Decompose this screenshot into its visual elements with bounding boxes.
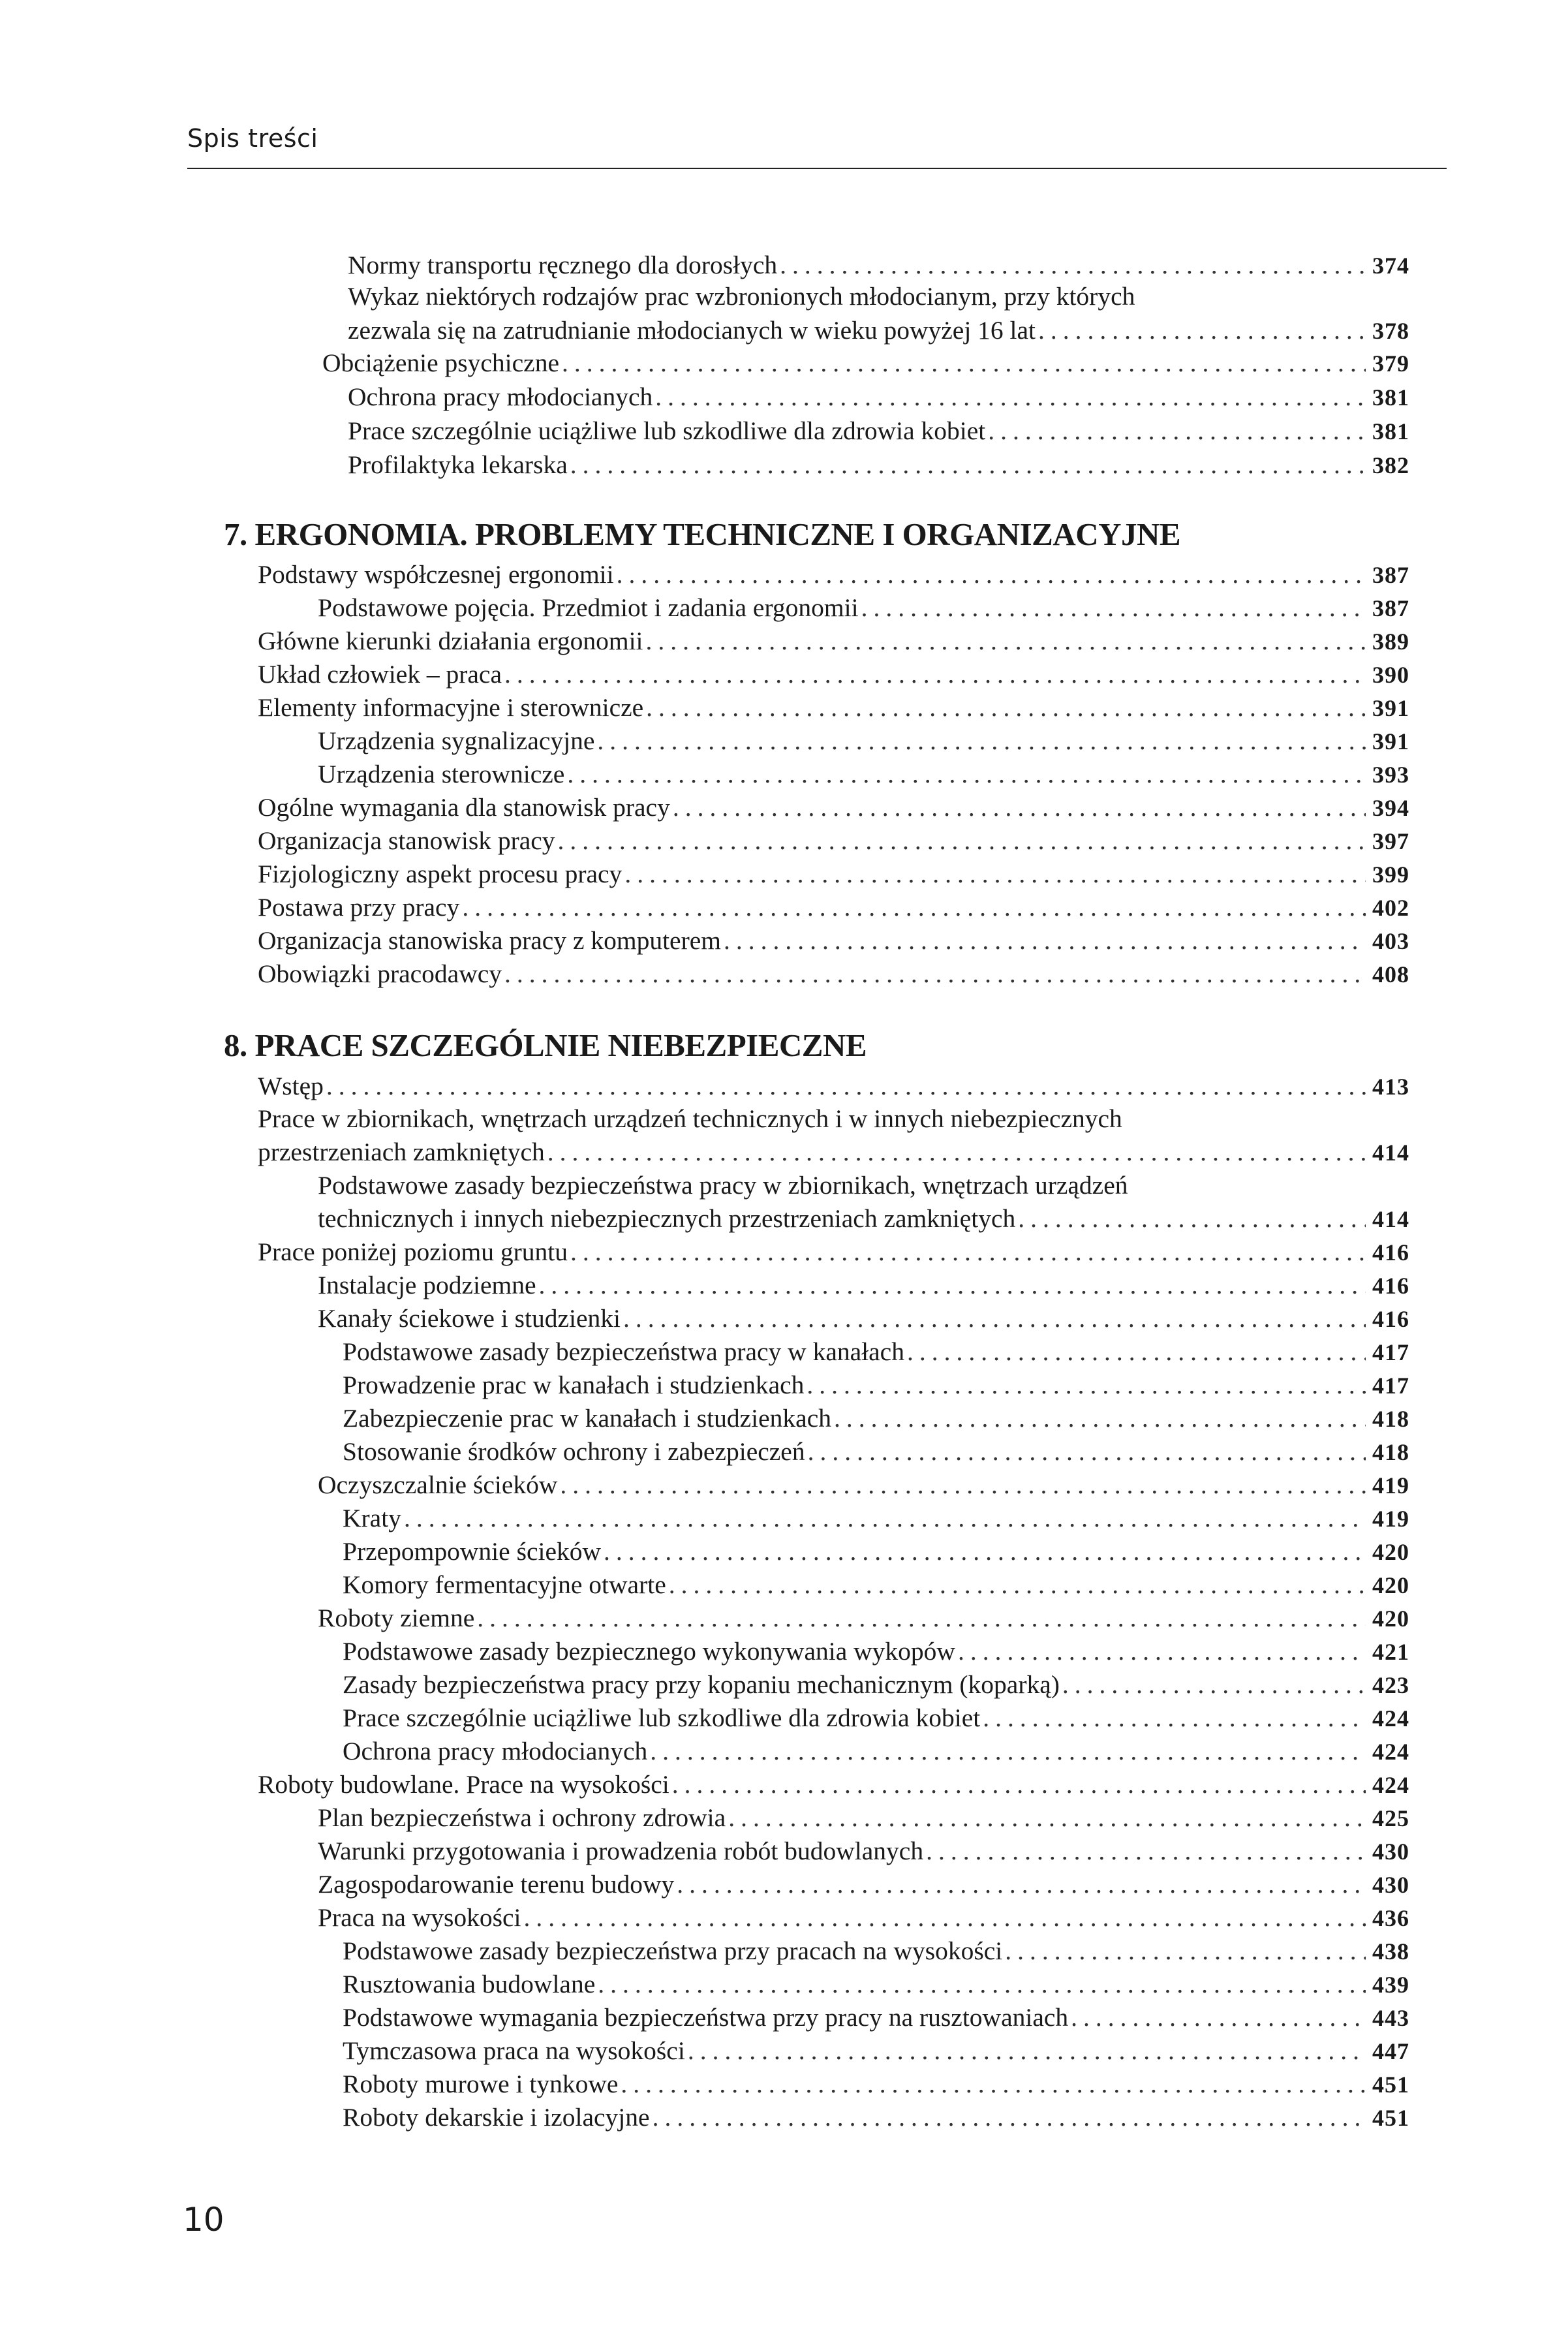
toc-page-number: 391 — [1372, 695, 1409, 721]
toc-entry-title: Profilaktyka lekarska — [348, 450, 568, 479]
toc-entry[interactable] — [343, 2035, 1409, 2067]
toc-entry[interactable] — [348, 415, 1409, 447]
toc-page-number: 430 — [1372, 1872, 1409, 1898]
toc-entry-title: Podstawy współczesnej ergonomii — [258, 560, 614, 589]
leader-dots — [623, 1303, 1366, 1334]
toc-entry[interactable] — [318, 1802, 1409, 1834]
toc-page-number: 425 — [1372, 1805, 1409, 1831]
header-rule — [187, 168, 1447, 169]
toc-entry[interactable] — [318, 1869, 1409, 1901]
leader-dots — [673, 792, 1366, 823]
leader-dots — [1062, 1669, 1366, 1700]
toc-entry-title: Podstawowe pojęcia. Przedmiot i zadania ergonomii — [318, 593, 859, 622]
toc-page-number: 436 — [1372, 1905, 1409, 1931]
toc-entry-title: Podstawowe zasady bezpieczeństwa pracy w kanałach — [343, 1337, 904, 1366]
toc-page-number: 387 — [1372, 595, 1409, 621]
toc-entry-title: technicznych i innych niebezpiecznych przestrzeniach zamkniętych — [318, 1204, 1016, 1233]
toc-entry[interactable] — [318, 1835, 1409, 1867]
leader-dots — [646, 692, 1366, 723]
toc-entry[interactable] — [343, 2068, 1409, 2100]
toc-entry[interactable] — [343, 1735, 1409, 1767]
toc-entry-title: zezwala się na zatrudnianie młodocianych w wieku powyżej 16 lat — [348, 316, 1036, 345]
toc-page-number: 419 — [1372, 1472, 1409, 1499]
toc-page-number: 403 — [1372, 928, 1409, 954]
toc-entry-title: Roboty dekarskie i izolacyjne — [343, 2103, 650, 2132]
toc-entry-title: Roboty murowe i tynkowe — [343, 2070, 619, 2098]
leader-dots — [617, 559, 1366, 590]
leader-dots — [560, 1469, 1366, 1500]
toc-page-number: 417 — [1372, 1373, 1409, 1399]
toc-entry[interactable] — [343, 1569, 1409, 1601]
leader-dots — [672, 1769, 1366, 1800]
toc-entry[interactable] — [318, 1303, 1409, 1335]
leader-dots — [570, 1236, 1366, 1267]
leader-dots — [504, 958, 1366, 989]
leader-dots — [462, 892, 1366, 923]
leader-dots — [646, 625, 1366, 657]
toc-entry-title: Organizacja stanowiska pracy z komputerem — [258, 926, 721, 955]
leader-dots — [539, 1269, 1366, 1301]
toc-entry-line1: Prace w zbiornikach, wnętrzach urządzeń technicznych i w innych niebezpiecznych — [258, 1104, 1122, 1133]
toc-entry-title: Ogólne wymagania dla stanowisk pracy — [258, 793, 670, 822]
toc-page-number: 416 — [1372, 1273, 1409, 1299]
toc-entry[interactable] — [343, 1436, 1409, 1468]
toc-entry-title: przestrzeniach zamkniętych — [258, 1138, 545, 1166]
toc-entry[interactable] — [348, 381, 1409, 413]
toc-page-number: 423 — [1372, 1672, 1409, 1698]
toc-entry[interactable] — [343, 1369, 1409, 1401]
toc-page-number: 379 — [1372, 350, 1409, 377]
toc-entry-title: Fizjologiczny aspekt procesu pracy — [258, 860, 623, 888]
leader-dots — [650, 1735, 1366, 1767]
toc-page-number: 420 — [1372, 1572, 1409, 1598]
toc-entry-title: Normy transportu ręcznego dla dorosłych — [348, 251, 778, 279]
toc-entry[interactable] — [343, 1536, 1409, 1568]
leader-dots — [404, 1502, 1366, 1534]
toc-entry-title: Postawa przy pracy — [258, 893, 460, 922]
toc-entry-line1: Wykaz niektórych rodzajów prac wzbronionych młodocianym, przy których — [348, 282, 1135, 311]
toc-page-number: 418 — [1372, 1439, 1409, 1465]
toc-page-number: 414 — [1372, 1206, 1409, 1232]
leader-dots — [807, 1369, 1366, 1401]
toc-entry[interactable] — [348, 449, 1409, 481]
leader-dots — [547, 1136, 1366, 1168]
toc-entry[interactable] — [318, 1469, 1409, 1501]
toc-entry-title: Prace szczególnie uciążliwe lub szkodliwe dla zdrowia kobiet — [343, 1703, 981, 1732]
toc-entry[interactable] — [318, 758, 1409, 790]
toc-entry[interactable] — [258, 792, 1409, 824]
toc-entry-title: Rusztowania budowlane — [343, 1970, 596, 1998]
leader-dots — [598, 1968, 1366, 2000]
chapter-8-title[interactable]: 8. PRACE SZCZEGÓLNIE NIEBEZPIECZNE — [224, 1027, 867, 1063]
leader-dots — [780, 249, 1366, 281]
toc-entry[interactable] — [348, 315, 1409, 347]
toc-entry-title: Roboty ziemne — [318, 1604, 475, 1632]
toc-entry-title: Prace szczególnie uciążliwe lub szkodliwe dla zdrowia kobiet — [348, 416, 986, 445]
leader-dots — [653, 2102, 1366, 2133]
toc-entry[interactable] — [343, 1935, 1409, 1967]
toc-entry-title: Tymczasowa praca na wysokości — [343, 2036, 685, 2065]
toc-page-number: 420 — [1372, 1539, 1409, 1565]
toc-entry[interactable] — [258, 1070, 1409, 1102]
toc-entry[interactable] — [343, 2102, 1409, 2134]
toc-entry-title: Plan bezpieczeństwa i ochrony zdrowia — [318, 1803, 726, 1832]
toc-entry[interactable] — [318, 1902, 1409, 1934]
toc-entry-title: Zasady bezpieczeństwa pracy przy kopaniu mechanicznym (koparką) — [343, 1670, 1060, 1699]
toc-entry-title: Praca na wysokości — [318, 1903, 521, 1932]
toc-entry-title: Stosowanie środków ochrony i zabezpieczeń — [343, 1437, 805, 1466]
toc-page-number: 416 — [1372, 1239, 1409, 1266]
toc-entry-title: Instalacje podziemne — [318, 1271, 536, 1299]
toc-entry-title: Podstawowe zasady bezpiecznego wykonywania wykopów — [343, 1637, 955, 1666]
leader-dots — [688, 2035, 1366, 2066]
toc-entry-title: Wstęp — [258, 1072, 324, 1100]
leader-dots — [326, 1070, 1366, 1102]
toc-entry-title: Urządzenia sterownicze — [318, 760, 565, 788]
leader-dots — [669, 1569, 1366, 1600]
leader-dots — [624, 858, 1366, 890]
toc-entry[interactable] — [258, 625, 1409, 657]
toc-entry-title: Urządzenia sygnalizacyjne — [318, 726, 595, 755]
leader-dots — [621, 2068, 1366, 2100]
toc-page-number: 451 — [1372, 2105, 1409, 2131]
leader-dots — [1038, 315, 1366, 346]
toc-page-number: 417 — [1372, 1339, 1409, 1365]
toc-page-number: 389 — [1372, 629, 1409, 655]
toc-page-number: 413 — [1372, 1074, 1409, 1100]
toc-entry[interactable] — [258, 692, 1409, 724]
chapter-7-title[interactable]: 7. ERGONOMIA. PROBLEMY TECHNICZNE I ORGANIZACYJNE — [224, 516, 1181, 552]
toc-entry[interactable] — [258, 559, 1409, 591]
toc-page-number: 382 — [1372, 452, 1409, 478]
toc-page-number: 424 — [1372, 1772, 1409, 1798]
toc-entry[interactable] — [343, 1502, 1409, 1534]
toc-entry[interactable] — [343, 1968, 1409, 2000]
leader-dots — [562, 347, 1366, 379]
toc-page-number: 399 — [1372, 862, 1409, 888]
toc-entry-title: Podstawowe wymagania bezpieczeństwa przy pracy na rusztowaniach — [343, 2003, 1069, 2032]
toc-entry[interactable] — [318, 592, 1409, 624]
toc-entry-title: Obciążenie psychiczne — [322, 349, 559, 377]
leader-dots — [724, 925, 1366, 956]
toc-page-number: 439 — [1372, 1972, 1409, 1998]
toc-page-number: 421 — [1372, 1639, 1409, 1665]
toc-entry-title: Zagospodarowanie terenu budowy — [318, 1870, 675, 1899]
leader-dots — [926, 1835, 1366, 1867]
leader-dots — [567, 758, 1366, 790]
toc-page-number: 420 — [1372, 1606, 1409, 1632]
toc-entry-title: Główne kierunki działania ergonomii — [258, 627, 643, 655]
toc-entry[interactable] — [258, 858, 1409, 890]
toc-page-number: 447 — [1372, 2038, 1409, 2064]
toc-entry[interactable] — [258, 1236, 1409, 1268]
leader-dots — [808, 1436, 1366, 1467]
leader-dots — [655, 381, 1366, 412]
toc-entry[interactable] — [258, 892, 1409, 924]
toc-page-number: 381 — [1372, 384, 1409, 411]
toc-page-number: 393 — [1372, 762, 1409, 788]
toc-entry[interactable] — [258, 958, 1409, 990]
toc-entry-title: Przepompownie ścieków — [343, 1537, 602, 1566]
leader-dots — [524, 1902, 1366, 1933]
leader-dots — [861, 592, 1366, 623]
leader-dots — [504, 659, 1366, 690]
toc-entry-title: Oczyszczalnie ścieków — [318, 1470, 558, 1499]
toc-entry[interactable] — [258, 659, 1409, 691]
toc-entry-title: Podstawowe zasady bezpieczeństwa przy pracach na wysokości — [343, 1936, 1003, 1965]
leader-dots — [958, 1636, 1366, 1667]
page-number: 10 — [183, 2201, 224, 2239]
toc-page-number: 402 — [1372, 895, 1409, 921]
toc-entry[interactable] — [258, 1136, 1409, 1168]
toc-entry-title: Komory fermentacyjne otwarte — [343, 1570, 666, 1599]
toc-page-number: 387 — [1372, 562, 1409, 588]
toc-entry-title: Elementy informacyjne i sterownicze — [258, 693, 644, 722]
leader-dots — [1071, 2002, 1366, 2033]
toc-entry[interactable] — [318, 1203, 1409, 1235]
toc-page-number: 416 — [1372, 1306, 1409, 1332]
toc-entry-title: Prowadzenie prac w kanałach i studzienkach — [343, 1371, 805, 1399]
leader-dots — [728, 1802, 1366, 1833]
toc-page-number: 397 — [1372, 828, 1409, 854]
toc-entry[interactable] — [343, 1669, 1409, 1701]
toc-entry-title: Kanały ściekowe i studzienki — [318, 1304, 621, 1333]
toc-entry-line1: Podstawowe zasady bezpieczeństwa pracy w zbiornikach, wnętrzach urządzeń — [318, 1171, 1128, 1200]
toc-entry[interactable] — [258, 925, 1409, 957]
toc-entry-title: Prace poniżej poziomu gruntu — [258, 1237, 568, 1266]
leader-dots — [988, 415, 1366, 446]
leader-dots — [1005, 1935, 1366, 1966]
toc-entry[interactable] — [322, 347, 1409, 379]
toc-entry-title: Kraty — [343, 1504, 401, 1532]
toc-entry-title: Zabezpieczenie prac w kanałach i studzienkach — [343, 1404, 831, 1433]
toc-entry[interactable] — [343, 2002, 1409, 2034]
toc-entry[interactable] — [343, 1336, 1409, 1368]
toc-page-number: 378 — [1372, 318, 1409, 344]
toc-page-number: 408 — [1372, 961, 1409, 987]
toc-page-number: 390 — [1372, 662, 1409, 688]
toc-entry-title: Ochrona pracy młodocianych — [348, 382, 653, 411]
toc-entry[interactable] — [258, 1769, 1409, 1801]
toc-page-number: 374 — [1372, 253, 1409, 279]
toc-page-number: 391 — [1372, 728, 1409, 754]
toc-entry[interactable] — [343, 1403, 1409, 1435]
toc-entry-title: Obowiązki pracodawcy — [258, 959, 502, 988]
leader-dots — [477, 1602, 1366, 1634]
toc-entry[interactable] — [258, 825, 1409, 857]
leader-dots — [1018, 1203, 1366, 1234]
toc-page-number: 414 — [1372, 1140, 1409, 1166]
toc-entry-title: Układ człowiek – praca — [258, 660, 502, 689]
leader-dots — [558, 825, 1366, 856]
toc-entry-title: Warunki przygotowania i prowadzenia robót budowlanych — [318, 1837, 924, 1865]
toc-entry[interactable] — [318, 725, 1409, 757]
toc-page-number: 418 — [1372, 1406, 1409, 1432]
toc-page-number: 438 — [1372, 1938, 1409, 1965]
toc-page-number: 451 — [1372, 2072, 1409, 2098]
toc-entry[interactable] — [318, 1269, 1409, 1301]
leader-dots — [604, 1536, 1366, 1567]
leader-dots — [834, 1403, 1366, 1434]
toc-page-number: 424 — [1372, 1739, 1409, 1765]
leader-dots — [570, 449, 1366, 480]
toc-entry[interactable] — [343, 1636, 1409, 1668]
toc-page-number: 394 — [1372, 795, 1409, 821]
leader-dots — [907, 1336, 1366, 1367]
toc-entry[interactable] — [348, 249, 1409, 281]
toc-page-number: 443 — [1372, 2005, 1409, 2031]
toc-page-number: 419 — [1372, 1506, 1409, 1532]
toc-page-number: 430 — [1372, 1839, 1409, 1865]
toc-entry-title: Ochrona pracy młodocianych — [343, 1737, 648, 1765]
toc-entry[interactable] — [318, 1602, 1409, 1634]
toc-entry[interactable] — [343, 1702, 1409, 1734]
leader-dots — [677, 1869, 1366, 1900]
toc-entry-title: Roboty budowlane. Prace na wysokości — [258, 1770, 669, 1799]
toc-entry-title: Organizacja stanowisk pracy — [258, 826, 555, 855]
running-head: Spis treści — [187, 124, 318, 153]
toc-page-number: 381 — [1372, 418, 1409, 444]
toc-page-number: 424 — [1372, 1705, 1409, 1732]
leader-dots — [597, 725, 1366, 756]
leader-dots — [983, 1702, 1366, 1733]
